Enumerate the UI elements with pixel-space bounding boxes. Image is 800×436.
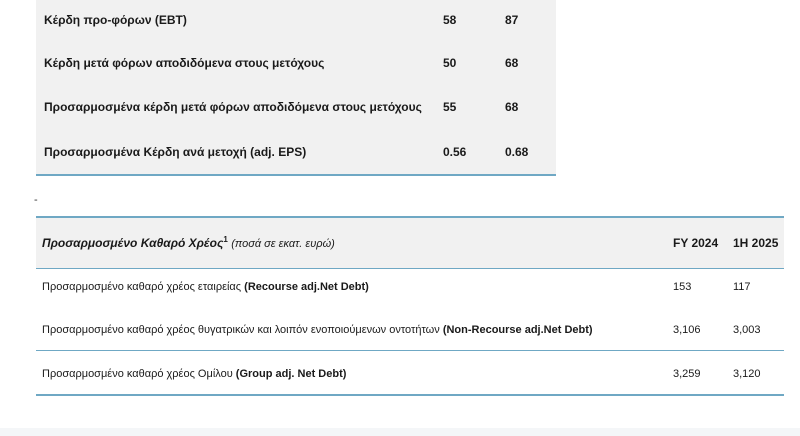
net-debt-table [36,216,784,396]
table-row [36,142,556,162]
row-divider [36,350,784,351]
row-value-2: 68 [505,100,519,114]
row-value-1: 3,106 [673,324,701,336]
row-label: Προσαρμοσμένο καθαρό χρέος Ομίλου (Group adj. Net Debt) [42,368,347,380]
units-note: (ποσά σε εκατ. ευρώ) [231,238,335,250]
table-row [36,278,784,298]
row-label: Κέρδη μετά φόρων αποδιδόμενα στους μετόχους [44,56,325,70]
column-header-fy2024: FY 2024 [673,236,719,250]
row-label: Προσαρμοσμένα Κέρδη ανά μετοχή (adj. EPS) [44,145,307,159]
row-value-1: 0.56 [443,145,467,159]
table-row [36,365,784,385]
table-bottom-border [36,394,784,396]
table-row [36,10,556,30]
row-label: Προσαρμοσμένα κέρδη μετά φόρων αποδιδόμενα στους μετόχους [44,100,422,114]
row-value-2: 3,003 [733,324,761,336]
row-label: Προσαρμοσμένο καθαρό χρέος θυγατρικών και λοιπόν ενοποιούμενων οντοτήτων (Non-Recourse adj.Net Debt) [42,324,593,336]
row-value-1: 50 [443,56,457,70]
profit-table [36,0,556,176]
table-title: Προσαρμοσμένο Καθαρό Χρέος$^1$ (ποσά σε εκατ. ευρώ) [42,235,335,250]
footnote-marker: 1 [223,235,228,244]
table-row [36,53,556,73]
row-value-2: 3,120 [733,368,761,380]
row-value-2: 0.68 [505,145,529,159]
table-row [36,97,556,117]
row-label: Κέρδη προ-φόρων (EBT) [44,13,187,27]
row-value-1: 55 [443,100,457,114]
table-header [36,216,784,269]
row-value-2: 68 [505,56,519,70]
row-value-1: 153 [673,281,692,293]
row-label: Προσαρμοσμένο καθαρό χρέος εταιρείας (Recourse adj.Net Debt) [42,281,369,293]
row-value-1: 58 [443,13,457,27]
row-value-1: 3,259 [673,368,701,380]
row-value-2: 117 [733,281,751,293]
column-header-1h2025: 1H 2025 [733,236,779,250]
table-row [36,321,784,341]
footer-band [0,428,800,436]
separator-mark: - [34,194,38,206]
row-value-2: 87 [505,13,519,27]
